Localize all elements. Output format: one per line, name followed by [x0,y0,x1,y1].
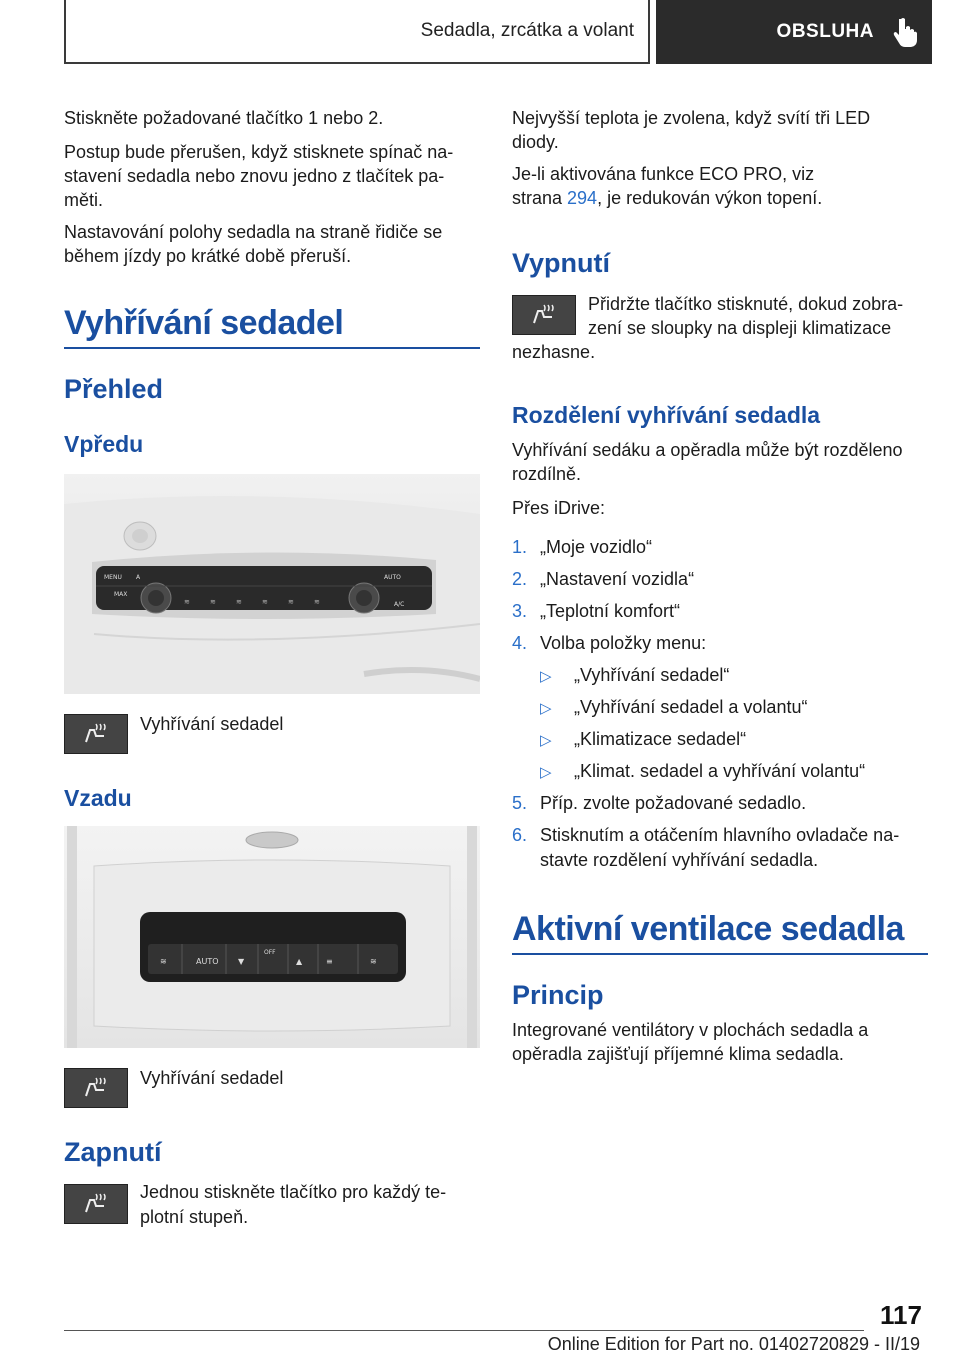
switch-on-text-2: plotní stupeň. [140,1207,249,1227]
eco-pro-text-2 [512,186,822,211]
max-temp-text-1: Nejvyšší teplota je zvolena, když svítí tři LED [512,108,871,128]
list-item [512,535,652,560]
svg-text:≋: ≋ [314,598,320,606]
heading-rule [64,347,480,349]
header-chapter-tab [656,0,932,64]
sub-item-text: „Klimatizace sedadel“ [574,729,747,749]
switch-on-text-1: Jednou stiskněte tlačítko pro každý te‐ [140,1182,447,1202]
heading-overview: Přehled [64,374,164,404]
principle-text-1: Integrované ventilátory v plochách sedadla a [512,1020,869,1040]
step-text: „Moje vozidlo“ [540,537,653,557]
seat-heating-icon-off [512,295,576,335]
triangle-bullet-icon: ▷ [540,700,552,717]
header-section-label: Sedadla, zrcátka a volant [420,20,634,41]
svg-text:≋: ≋ [288,598,294,606]
front-panel-menu-label: MENU [104,574,122,581]
heading-switch-off: Vypnutí [512,248,610,278]
page-number: 117 [880,1300,922,1330]
header-chapter-label: OBSLUHA [776,21,874,42]
heading-rule [512,953,928,955]
rear-panel-illustration [64,826,480,1048]
step-number: 4. [512,633,528,653]
page-link-294[interactable]: 294 [567,188,598,208]
step-number: 1. [512,537,528,557]
via-idrive: Přes iDrive: [512,498,606,518]
svg-text:≋: ≋ [236,598,242,606]
step-text: „Nastavení vozidla“ [540,569,695,589]
eco-pro-post: , je redukován výkon topení. [597,188,823,208]
step-number: 5. [512,793,528,813]
hand-pointer-icon [892,17,918,47]
step-text: Příp. zvolte požadované sedadlo. [540,793,807,813]
heading-rear: Vzadu [64,785,132,811]
rear-climate-panel-photo [64,826,480,1048]
step-number: 2. [512,569,528,589]
rear-panel-off-label: OFF [264,949,276,956]
heading-switch-on: Zapnutí [64,1137,162,1167]
step-text: Volba položky menu: [540,633,707,653]
seat-heating-icon-rear [64,1068,128,1108]
rear-panel-auto-label: AUTO [196,957,219,966]
svg-text:≋: ≋ [370,957,377,966]
step-number: 6. [512,825,528,845]
sub-item-text: „Vyhřívání sedadel a volantu“ [574,697,808,717]
step-text: Stisknutím a otáčením hlavního ovladače na‐ [540,825,900,845]
footer-rule [64,1330,864,1331]
front-caption: Vyhřívání sedadel [140,714,284,734]
list-item [512,567,694,592]
switch-off-text-2: zení se sloupky na displeji klimatizace [588,318,892,338]
sub-list-item [540,695,807,721]
split-text-1: Vyhřívání sedáku a opěradla může být rozděleno [512,440,903,460]
svg-text:≋: ≋ [160,957,167,966]
paragraph-interrupt-2: stavení sedadla nebo znovu jedno z tlačítek pa‐ [64,166,445,186]
rear-caption: Vyhřívání sedadel [140,1068,284,1088]
triangle-bullet-icon: ▷ [540,732,552,749]
switch-off-text-1: Přidržte tlačítko stisknuté, dokud zobra‐ [588,294,904,314]
step-number: 3. [512,601,528,621]
max-temp-text-2: diody. [512,132,559,152]
split-text-2: rozdílně. [512,464,582,484]
sub-list-item [540,759,865,785]
header-section-title [64,0,650,64]
list-item [512,599,680,624]
svg-text:▲: ▲ [296,957,303,966]
heading-principle: Princip [512,980,604,1010]
sub-item-text: „Vyhřívání sedadel“ [574,665,730,685]
eco-pro-pre: strana [512,188,568,208]
svg-text:≡: ≡ [326,957,333,966]
front-panel-max-label: MAX [114,591,128,598]
paragraph-driver-seat-1: Nastavování polohy sedadla na straně řidiče se [64,222,443,242]
svg-text:≋: ≋ [184,598,190,606]
sub-list-item [540,663,729,689]
principle-text-2: opěradla zajišťují příjemné klima sedadla. [512,1044,844,1064]
seat-heating-icon [64,714,128,754]
triangle-bullet-icon: ▷ [540,668,552,685]
paragraph-interrupt-1: Postup bude přerušen, když stisknete spínač na‐ [64,142,454,162]
switch-off-text-3: nezhasne. [512,342,596,362]
list-item [512,631,706,656]
seat-heating-icon-on [64,1184,128,1224]
list-item [512,791,806,816]
eco-pro-text-1: Je-li aktivována funkce ECO PRO, viz [512,164,815,184]
step-text: „Teplotní komfort“ [540,601,681,621]
front-panel-ac-label: A/C [394,601,405,608]
list-item [512,823,899,848]
svg-text:▼: ▼ [238,957,245,966]
sub-item-text: „Klimat. sedadel a vyhřívání volantu“ [574,761,866,781]
paragraph-driver-seat-2: během jízdy po krátké době přeruší. [64,246,352,266]
sub-list-item [540,727,746,753]
footer-edition: Online Edition for Part no. 01402720829 - II/19 [547,1334,920,1354]
front-climate-panel-photo [64,474,480,694]
front-panel-auto-label: AUTO [384,574,401,581]
paragraph-interrupt-3: měti. [64,190,104,210]
heading-split: Rozdělení vyhřívání sedadla [512,402,821,428]
paragraph-press-button: Stiskněte požadované tlačítko 1 nebo 2. [64,108,384,128]
list-item-continuation: stavte rozdělení vyhřívání sedadla. [540,850,819,870]
front-panel-illustration [64,474,480,694]
svg-text:≋: ≋ [210,598,216,606]
triangle-bullet-icon: ▷ [540,764,552,781]
svg-text:≋: ≋ [262,598,268,606]
heading-seat-heating: Vyhřívání sedadel [64,304,344,342]
heading-front: Vpředu [64,431,144,457]
heading-active-ventilation: Aktivní ventilace sedadla [512,910,904,948]
front-panel-a-label: A [136,574,141,581]
